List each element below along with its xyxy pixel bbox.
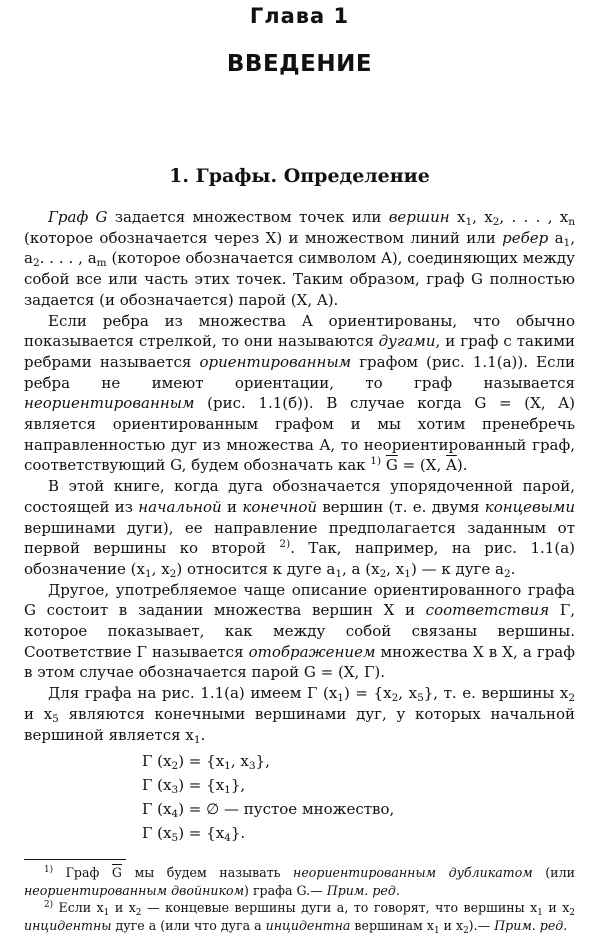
text-run: и x bbox=[439, 917, 464, 933]
formula-line bbox=[142, 773, 575, 797]
text-run: . Так, например, на рис. 1.1(а) обозначение (x bbox=[24, 539, 575, 578]
text-run: , x bbox=[472, 208, 493, 226]
text-run: Γ (x bbox=[142, 824, 172, 843]
text-run: Если x bbox=[53, 900, 104, 916]
text-run: задается множеством точек или bbox=[107, 208, 389, 226]
text-run: ) относится к дуге a bbox=[176, 559, 336, 578]
subscript: 5 bbox=[52, 712, 59, 725]
footnote-marker: 2) bbox=[44, 900, 54, 911]
text-run: вершинами дуги), ее направление предполагается заданным от первой вершины ко второй bbox=[24, 518, 575, 558]
text-run: , x bbox=[398, 684, 418, 703]
text-run: и x bbox=[24, 704, 53, 723]
text-run: В этой книге, когда дуга обозначается упорядоченной парой, состоящей из bbox=[24, 477, 575, 516]
text-run: ) графа G.— bbox=[244, 882, 327, 898]
subscript: m bbox=[96, 257, 107, 270]
subscript: 1 bbox=[404, 567, 411, 580]
text-run: конечной bbox=[242, 497, 318, 516]
text-run: неориентированным bbox=[24, 394, 195, 413]
subscript: 5 bbox=[171, 832, 179, 845]
subscript: 1 bbox=[433, 925, 440, 936]
text-run: Γ, которое показывает, как между собой связаны вершины. Соответствие Γ называется bbox=[24, 601, 576, 661]
subscript: 2 bbox=[391, 692, 399, 705]
text-run: ) — к дуге a bbox=[410, 559, 504, 578]
text-run: a bbox=[548, 228, 564, 247]
text-run: $\overline{G}$ bbox=[111, 865, 122, 881]
subscript: 2 bbox=[463, 925, 469, 936]
text-run: (которое обозначается символом A), соединяющих между собой все или часть этих точек. Таким образом, граф G полностью задается (и обозначается) парой (X, A). bbox=[24, 249, 575, 309]
subscript: 2 bbox=[171, 760, 179, 773]
text-run: (или bbox=[532, 865, 575, 881]
subscript: 1 bbox=[144, 567, 152, 580]
text-run: и x bbox=[542, 900, 570, 916]
text-run: вершин (т. е. двумя bbox=[317, 497, 485, 516]
text-run: дуге a (или что дуга a bbox=[111, 917, 266, 933]
text-run: вершин bbox=[388, 208, 450, 226]
text-run: Граф G bbox=[48, 208, 108, 226]
text-run: являются конечными вершинами дуг, у которых начальной вершиной является x bbox=[24, 704, 575, 744]
formula-line bbox=[142, 749, 575, 773]
chapter-label: Глава 1 bbox=[249, 4, 350, 28]
subscript: 2 bbox=[503, 567, 511, 580]
paragraph-correspondence bbox=[24, 580, 575, 684]
text-run: , x bbox=[386, 559, 405, 578]
subscript: 2 bbox=[32, 257, 40, 270]
paragraph-oriented-graph bbox=[24, 311, 575, 477]
footnote-1 bbox=[24, 864, 575, 899]
book-page bbox=[24, 0, 575, 934]
text-run: и x bbox=[109, 900, 136, 916]
body-text bbox=[24, 207, 575, 745]
subscript: 4 bbox=[171, 808, 179, 821]
subscript: 1 bbox=[103, 908, 110, 919]
subscript: 2 bbox=[492, 216, 500, 228]
text-run: , . . . , x bbox=[499, 208, 569, 226]
text-run: ) = ∅ — пустое множество, bbox=[178, 800, 395, 819]
chapter-title: ВВЕДЕНИЕ bbox=[226, 51, 373, 77]
subscript: 1 bbox=[563, 236, 571, 249]
text-run: $\overline{G}$ bbox=[385, 456, 398, 475]
subscript: 4 bbox=[224, 832, 231, 845]
text-run: инцидентны bbox=[24, 917, 112, 933]
text-run: соответствия bbox=[425, 601, 550, 620]
subscript: 1 bbox=[224, 784, 231, 797]
text-run: (которое обозначается через X) и множеством линий или bbox=[24, 228, 503, 247]
text-run: и bbox=[221, 497, 243, 516]
paragraph-arc-notation bbox=[24, 476, 575, 580]
text-run: множества X в X, а граф в этом случае обозначается парой G = (X, Γ). bbox=[24, 642, 575, 682]
text-run: ) = {x bbox=[178, 752, 225, 771]
text-run: = (X, bbox=[397, 456, 446, 475]
subscript: 1 bbox=[335, 567, 342, 580]
text-run: Прим. ред. bbox=[326, 882, 400, 898]
mapping-formulas bbox=[142, 749, 575, 845]
footnotes bbox=[24, 864, 575, 934]
subscript: 2 bbox=[568, 692, 576, 705]
formula-line bbox=[142, 821, 575, 845]
text-run: , x bbox=[230, 752, 249, 771]
text-run: ). bbox=[456, 456, 468, 475]
text-run: $\overline{A}$ bbox=[446, 456, 457, 475]
text-run: ) = {x bbox=[178, 824, 225, 843]
text-run: ).— bbox=[468, 917, 495, 933]
text-run: Для графа на рис. 1.1(а) имеем Γ (x bbox=[48, 684, 338, 703]
subscript: 5 bbox=[417, 692, 424, 705]
text-run: Если ребра из множества A ориентированы, что обычно показывается стрелкой, то они называются bbox=[24, 311, 575, 351]
text-run: вершинам x bbox=[350, 917, 434, 933]
text-run: — концевые вершины дуги a, то говорят, что вершины x bbox=[141, 900, 538, 916]
text-run: неориентированным дубликатом bbox=[293, 865, 533, 881]
subscript: 2 bbox=[135, 908, 142, 919]
text-run: дугами bbox=[378, 332, 436, 351]
subscript: 2 bbox=[379, 567, 387, 580]
subscript: 1 bbox=[537, 908, 543, 919]
footnote-ref: 1) bbox=[370, 455, 382, 468]
text-run: }, bbox=[230, 776, 246, 795]
footnote-2 bbox=[24, 899, 575, 934]
subscript: 1 bbox=[224, 760, 231, 773]
text-run: ребер bbox=[502, 228, 549, 247]
text-run: ) = {x bbox=[343, 684, 392, 703]
subscript: 2 bbox=[169, 567, 177, 580]
text-run: . . . . , a bbox=[39, 249, 97, 268]
text-run: }, т. е. вершины x bbox=[423, 684, 569, 703]
paragraph-graph-definition bbox=[24, 207, 575, 311]
text-run: инцидентна bbox=[265, 917, 351, 933]
footnote-ref: 2) bbox=[279, 538, 291, 551]
text-run: , и граф с такими ребрами называется bbox=[24, 332, 575, 371]
text-run: , x bbox=[151, 559, 170, 578]
footnote-marker: 1) bbox=[44, 865, 54, 876]
subscript: 1 bbox=[465, 216, 473, 228]
text-run: начальной bbox=[138, 497, 222, 516]
text-run: }, bbox=[255, 752, 270, 771]
text-run: ) = {x bbox=[178, 776, 225, 795]
text-run: Γ (x bbox=[142, 752, 172, 771]
text-run: }. bbox=[230, 824, 246, 843]
text-run: Другое, употребляемое чаще описание ориентированного графа G состоит в задании множества вершин X и bbox=[24, 580, 575, 620]
text-run: Γ (x bbox=[142, 776, 172, 795]
paragraph-example bbox=[24, 683, 575, 745]
text-run: концевыми bbox=[484, 497, 575, 516]
formula-line bbox=[142, 797, 575, 821]
subscript: 1 bbox=[193, 733, 201, 746]
text-run: . bbox=[510, 559, 516, 578]
text-run: Граф bbox=[53, 865, 112, 881]
text-run: Прим. ред. bbox=[494, 917, 568, 933]
text-run: Γ (x bbox=[142, 800, 172, 819]
text-run: ориентированным bbox=[199, 352, 352, 371]
text-run: x bbox=[449, 208, 466, 226]
text-run: неориентированным двойником bbox=[24, 882, 245, 898]
text-run: отображением bbox=[248, 642, 376, 661]
text-run: мы будем называть bbox=[121, 865, 294, 881]
subscript: 3 bbox=[248, 760, 256, 773]
text-run: , a bbox=[24, 228, 575, 268]
subscript: 2 bbox=[569, 908, 575, 919]
subscript: 3 bbox=[171, 784, 179, 797]
text-run: (рис. 1.1(б)). В случае когда G = (X, A) является ориентированным графом и мы хотим пренебречь направленностью дуг из множества A, то неориентированный граф, соответствующий G, будем обозначать как bbox=[24, 394, 575, 475]
subscript: n bbox=[568, 216, 576, 228]
subscript: 1 bbox=[337, 692, 344, 705]
text-run: . bbox=[200, 725, 206, 744]
text-run: графом (рис. 1.1(а)). Если ребра не имеют ориентации, то граф называется bbox=[24, 352, 575, 392]
text-run: , а (x bbox=[342, 559, 380, 578]
section-title: 1. Графы. Определение bbox=[169, 165, 430, 187]
